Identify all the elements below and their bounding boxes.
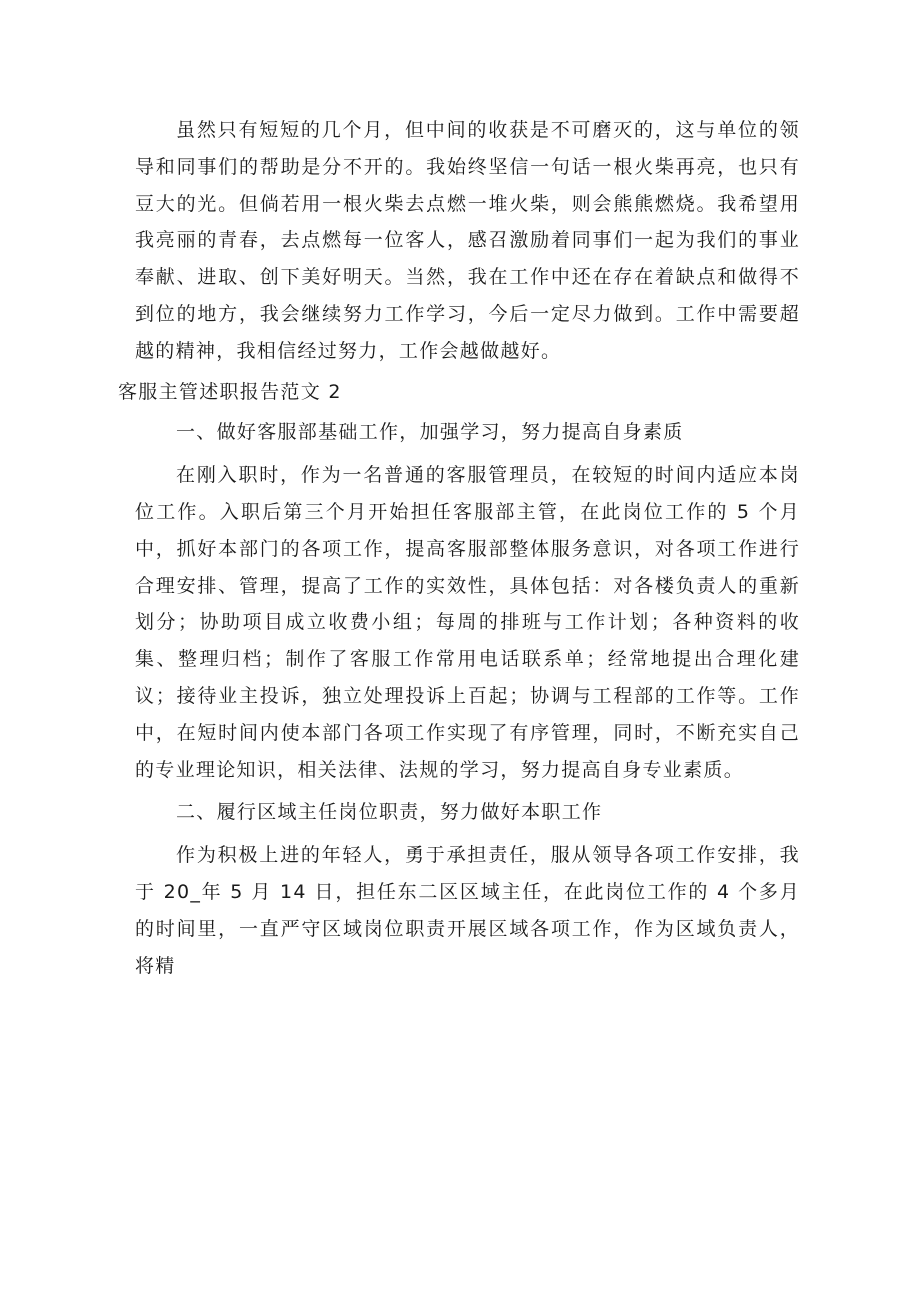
intro-paragraph: 虽然只有短短的几个月，但中间的收获是不可磨灭的，这与单位的领导和同事们的帮助是分不开的。我始终坚信一句话一根火柴再亮，也只有豆大的光。但倘若用一根火柴去点燃一堆火柴，则会熊熊燃烧。我希望用我亮丽的青春，去点燃每一位客人，感召激励着同事们一起为我们的事业奉献、进取、创下美好明天。当然，我在工作中还在存在着缺点和做得不到位的地方，我会继续努力工作学习，今后一定尽力做到。工作中需要超越的精神，我相信经过努力，工作会越做越好。 (135, 119, 800, 362)
document-title: 客服主管述职报告范文 2 (118, 380, 342, 403)
document-body (118, 112, 800, 984)
section-1-heading: 一、做好客服部基础工作，加强学习，努力提高自身素质 (176, 421, 684, 444)
section-1-paragraph: 在刚入职时，作为一名普通的客服管理员，在较短的时间内适应本岗位工作。入职后第三个月开始担任客服部主管，在此岗位工作的 5 个月中，抓好本部门的各项工作，提高客服部整体服务意识，对各项工作进行合理安排、管理，提高了工作的实效性，具体包括：对各楼负责人的重新划分；协助项目成立收费小组；每周的排班与工作计划；各种资料的收集、整理归档；制作了客服工作常用电话联系单；经常地提出合理化建议；接待业主投诉，独立处理投诉上百起；协调与工程部的工作等。工作中，在短时间内使本部门各项工作实现了有序管理，同时，不断充实自己的专业理论知识，相关法律、法规的学习，努力提高自身专业素质。 (135, 464, 800, 781)
section-2-paragraph: 作为积极上进的年轻人，勇于承担责任，服从领导各项工作安排，我于 20_年 5 月 14 日，担任东二区区域主任，在此岗位工作的 4 个多月的时间里，一直严守区域岗位职责开展区域各项工作，作为区域负责人，将精 (135, 844, 800, 977)
section-2-heading: 二、履行区域主任岗位职责，努力做好本职工作 (176, 801, 603, 824)
